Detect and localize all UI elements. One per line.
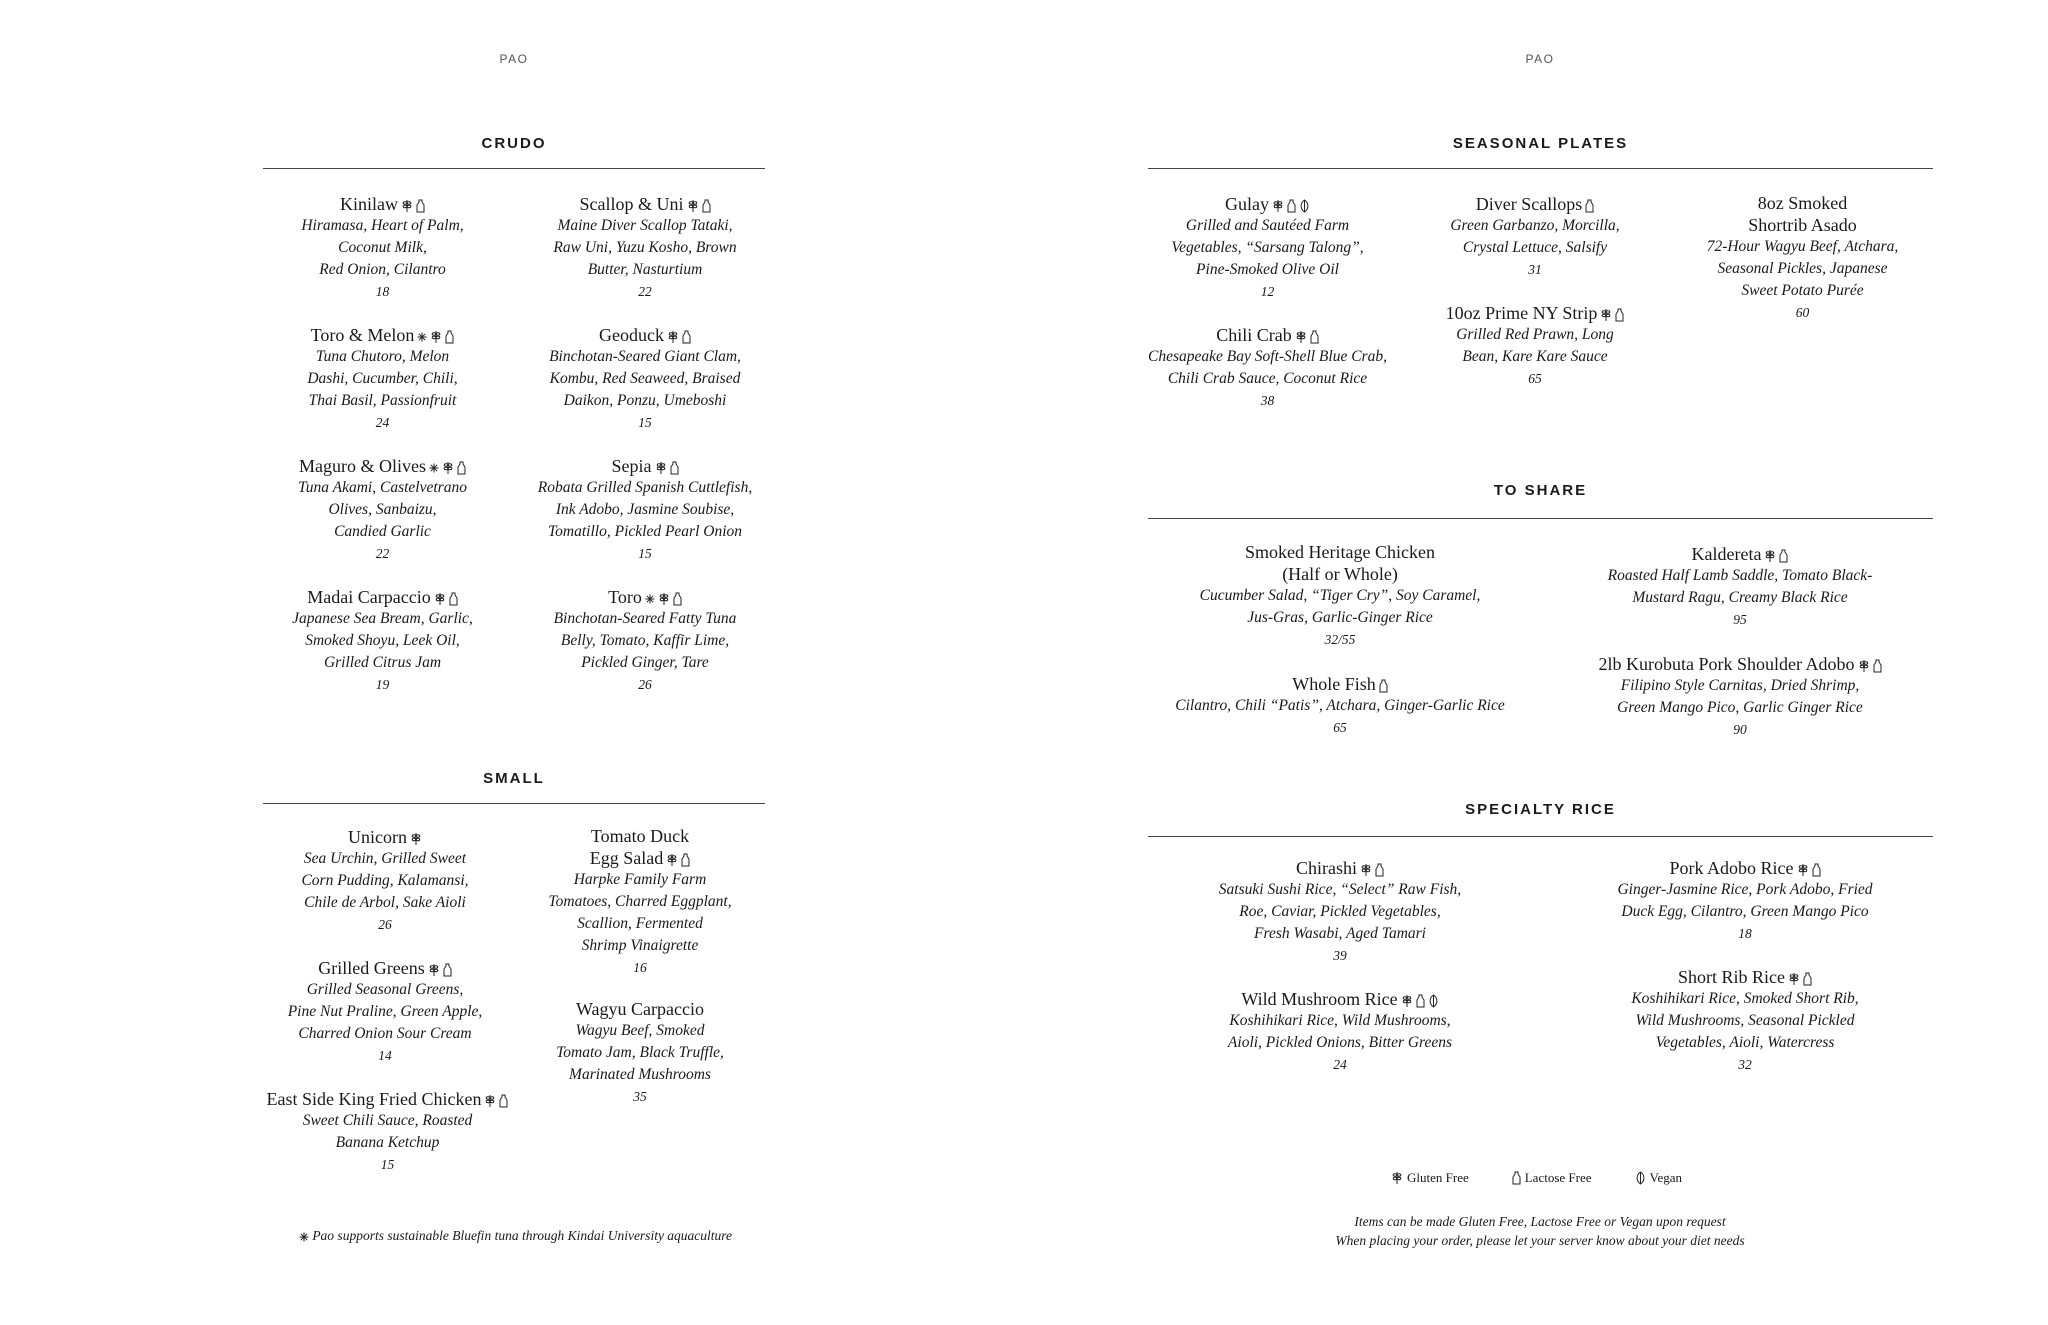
item-name	[1165, 988, 1515, 1010]
item-name	[1130, 324, 1405, 346]
gluten-free-icon	[655, 461, 667, 475]
item-name-text: Pork Adobo Rice	[1669, 858, 1794, 878]
item-name	[1555, 543, 1925, 565]
item-description: Candied Garlic	[334, 523, 431, 540]
menu-item	[270, 455, 495, 565]
item-name-text: Whole Fish	[1292, 674, 1376, 694]
item-name-text: Madai Carpaccio	[307, 587, 431, 607]
item-description: Pickled Ginger, Tare	[581, 654, 709, 671]
item-price: 14	[378, 1048, 392, 1063]
lactose-free-icon	[673, 592, 682, 606]
item-description: Pine-Smoked Olive Oil	[1196, 261, 1339, 278]
note-line: Items can be made Gluten Free, Lactose Free or Vegan upon request	[1354, 1214, 1726, 1229]
item-name	[1575, 857, 1915, 879]
item-price: 22	[375, 546, 390, 561]
item-name-text: Geoduck	[599, 325, 664, 345]
item-description: Binchotan-Seared Fatty Tuna	[553, 610, 737, 627]
item-price: 32/55	[1324, 632, 1356, 647]
lactose-free-icon	[670, 461, 679, 475]
item-description: Tomato Jam, Black Truffle,	[556, 1044, 724, 1061]
menu-item	[255, 1088, 520, 1176]
item-description: Satsuki Sushi Rice, “Select” Raw Fish,	[1218, 881, 1462, 898]
item-price: 26	[638, 677, 652, 692]
item-description: Aioli, Pickled Onions, Bitter Greens	[1227, 1034, 1453, 1051]
gluten-free-icon	[666, 853, 678, 867]
item-name-text: Chili Crab	[1216, 325, 1292, 345]
item-description: Green Garbanzo, Morcilla,	[1450, 217, 1620, 234]
gluten-free-icon	[434, 592, 446, 606]
item-description: Dashi, Cucumber, Chili,	[307, 370, 458, 387]
item-description: Grilled Seasonal Greens,	[306, 981, 464, 998]
section-rule	[1148, 836, 1933, 837]
item-description: Wild Mushrooms, Seasonal Pickled	[1635, 1012, 1855, 1029]
menu-item	[510, 586, 780, 696]
item-name	[1410, 193, 1660, 215]
lactose-free-icon	[416, 199, 425, 213]
item-description: Sea Urchin, Grilled Sweet	[303, 850, 467, 867]
menu-item	[1140, 193, 1395, 303]
item-name-text: Kaldereta	[1691, 544, 1762, 564]
item-description: Koshihikari Rice, Smoked Short Rib,	[1631, 990, 1859, 1007]
item-description: Green Mango Pico, Garlic Ginger Rice	[1617, 699, 1863, 716]
item-description: Cilantro, Chili “Patis”, Atchara, Ginger-Garlic Rice	[1175, 697, 1505, 714]
item-description: Seasonal Pickles, Japanese	[1717, 260, 1888, 277]
item-price: 16	[633, 960, 647, 975]
lactose-free-icon	[1512, 1171, 1521, 1185]
item-name	[510, 193, 780, 215]
item-description: Kombu, Red Seaweed, Braised	[549, 370, 741, 387]
item-price: 18	[375, 284, 390, 299]
gluten-free-icon	[667, 330, 679, 344]
item-description: Banana Ketchup	[335, 1134, 440, 1151]
item-description: Smoked Shoyu, Leek Oil,	[305, 632, 460, 649]
lactose-free-icon	[443, 963, 452, 977]
lactose-free-icon	[1615, 308, 1624, 322]
gluten-free-icon	[1764, 549, 1776, 563]
menu-item	[520, 825, 760, 979]
item-description: Ginger-Jasmine Rice, Pork Adobo, Fried	[1617, 881, 1873, 898]
lactose-free-icon	[1379, 679, 1388, 693]
gluten-free-icon	[1600, 308, 1612, 322]
item-name-text: Unicorn	[348, 827, 407, 847]
vegan-icon	[1635, 1171, 1646, 1185]
legend-lactose-free	[1509, 1170, 1592, 1186]
section-rule	[1148, 518, 1933, 519]
item-description: Charred Onion Sour Cream	[298, 1025, 472, 1042]
lactose-free-icon	[681, 853, 690, 867]
item-name-text: Maguro & Olives	[299, 456, 426, 476]
menu-item	[1410, 302, 1660, 390]
item-name-text: Toro & Melon	[310, 325, 415, 345]
item-description: Maine Diver Scallop Tataki,	[557, 217, 733, 234]
item-name	[1575, 966, 1915, 988]
item-description: Daikon, Ponzu, Umeboshi	[563, 392, 727, 409]
item-description: Coconut Milk,	[338, 239, 427, 256]
item-price: 19	[375, 677, 390, 692]
item-description: Binchotan-Seared Giant Clam,	[549, 348, 741, 365]
item-price: 38	[1260, 393, 1275, 408]
item-price: 35	[633, 1089, 647, 1104]
sustainable-icon	[645, 594, 655, 604]
menu-item	[270, 586, 495, 696]
item-description: Belly, Tomato, Kaffir Lime,	[560, 632, 730, 649]
item-price: 15	[638, 415, 652, 430]
vegan-icon	[1428, 994, 1439, 1008]
section-title-crudo: CRUDO	[481, 135, 547, 152]
item-description: Duck Egg, Cilantro, Green Mango Pico	[1621, 903, 1869, 920]
item-description: Chesapeake Bay Soft-Shell Blue Crab,	[1148, 348, 1387, 365]
menu-item	[510, 455, 780, 565]
lactose-free-icon	[1803, 972, 1812, 986]
item-description: Roe, Caviar, Pickled Vegetables,	[1239, 903, 1441, 920]
item-name-line2	[1670, 214, 1935, 236]
gluten-free-icon	[1858, 659, 1870, 673]
legend-label: Vegan	[1649, 1170, 1683, 1185]
legend-label: Gluten Free	[1407, 1170, 1469, 1185]
item-description: Shrimp Vinaigrette	[581, 937, 699, 954]
gluten-free-icon	[658, 592, 670, 606]
gluten-free-icon	[428, 963, 440, 977]
item-price: 26	[378, 917, 392, 932]
item-name	[270, 193, 495, 215]
item-description: Vegetables, “Sarsang Talong”,	[1171, 239, 1364, 256]
item-name	[520, 825, 760, 847]
item-price: 90	[1733, 722, 1747, 737]
lactose-free-icon	[1310, 330, 1319, 344]
item-description: Grilled Citrus Jam	[323, 654, 442, 671]
lactose-free-icon	[449, 592, 458, 606]
item-description: Chili Crab Sauce, Coconut Rice	[1167, 370, 1368, 387]
item-description: Bean, Kare Kare Sauce	[1462, 348, 1608, 365]
item-description: Corn Pudding, Kalamansi,	[301, 872, 469, 889]
item-name	[510, 586, 780, 608]
item-name-text: Shortrib Asado	[1748, 215, 1857, 235]
menu-item	[1555, 543, 1925, 631]
menu-item	[270, 957, 500, 1067]
lactose-free-icon	[457, 461, 466, 475]
item-price: 15	[380, 1157, 395, 1172]
item-name-text: Kinilaw	[340, 194, 398, 214]
menu-item	[1410, 193, 1660, 281]
item-description: Raw Uni, Yuzu Kosho, Brown	[553, 239, 737, 256]
item-name-line2	[520, 847, 760, 869]
item-name	[270, 826, 500, 848]
gluten-free-icon	[1360, 863, 1372, 877]
menu-item	[1575, 857, 1915, 945]
item-description: Crystal Lettuce, Salsify	[1462, 239, 1608, 256]
gluten-free-icon	[442, 461, 454, 475]
item-price: 65	[1528, 371, 1542, 386]
item-name-text: Scallop & Uni	[579, 194, 684, 214]
item-price: 65	[1333, 720, 1347, 735]
item-name-text: Tomato Duck	[590, 826, 690, 846]
footnote-text: Pao supports sustainable Bluefin tuna through Kindai University aquaculture	[312, 1228, 733, 1243]
item-name	[270, 957, 500, 979]
sustainable-icon	[429, 463, 439, 473]
item-price: 22	[638, 284, 652, 299]
sustainable-icon	[299, 1232, 309, 1242]
item-name-text: Grilled Greens	[318, 958, 425, 978]
section-title-seasonal: SEASONAL PLATES	[1452, 135, 1629, 152]
gluten-free-icon	[1295, 330, 1307, 344]
lactose-free-icon	[1779, 549, 1788, 563]
menu-item	[270, 193, 495, 303]
gluten-free-icon	[687, 199, 699, 213]
item-description: Hiramasa, Heart of Palm,	[301, 217, 464, 234]
item-description: Fresh Wasabi, Aged Tamari	[1254, 925, 1426, 942]
lactose-free-icon	[445, 330, 454, 344]
item-name-text: 10oz Prime NY Strip	[1445, 303, 1598, 323]
item-name	[1150, 673, 1530, 695]
item-name-text: Smoked Heritage Chicken	[1245, 542, 1435, 562]
item-name	[510, 455, 780, 477]
lactose-free-icon	[1812, 863, 1821, 877]
item-description: Roasted Half Lamb Saddle, Tomato Black-	[1607, 567, 1873, 584]
lactose-free-icon	[1873, 659, 1882, 673]
lactose-free-icon	[1416, 994, 1425, 1008]
item-name-text: 2lb Kurobuta Pork Shoulder Adobo	[1598, 654, 1855, 674]
item-price: 31	[1528, 262, 1542, 277]
menu-item	[520, 998, 760, 1108]
menu-item	[510, 193, 780, 303]
gluten-free-icon	[1272, 199, 1284, 213]
item-name-text: Wagyu Carpaccio	[576, 999, 704, 1019]
item-price: 24	[1333, 1057, 1347, 1072]
item-name-line2	[1150, 563, 1530, 585]
item-price: 32	[1738, 1057, 1752, 1072]
section-title-small: SMALL	[483, 770, 545, 787]
item-name	[270, 455, 495, 477]
section-rule	[263, 168, 765, 169]
sustainable-icon	[417, 332, 427, 342]
item-name	[520, 998, 760, 1020]
item-price: 60	[1795, 305, 1810, 320]
item-name	[1140, 193, 1395, 215]
section-title-rice: SPECIALTY RICE	[1465, 801, 1616, 818]
item-name	[1555, 653, 1925, 675]
menu-item	[1150, 541, 1530, 651]
item-name	[270, 586, 495, 608]
item-name-text: Diver Scallops	[1475, 194, 1583, 214]
menu-item	[1165, 857, 1515, 967]
item-price: 95	[1733, 612, 1747, 627]
menu-item	[1165, 988, 1515, 1076]
item-description: Sweet Potato Purée	[1741, 282, 1864, 299]
item-description: Grilled Red Prawn, Long	[1456, 326, 1614, 343]
item-description: Sweet Chili Sauce, Roasted	[302, 1112, 473, 1129]
menu-item	[1555, 653, 1925, 741]
item-description: Cucumber Salad, “Tiger Cry”, Soy Caramel,	[1199, 587, 1481, 604]
item-description: Thai Basil, Passionfruit	[308, 392, 457, 409]
item-name-text: Wild Mushroom Rice	[1241, 989, 1398, 1009]
item-description: Koshihikari Rice, Wild Mushrooms,	[1229, 1012, 1451, 1029]
section-rule	[263, 803, 765, 804]
item-description: Marinated Mushrooms	[569, 1066, 711, 1083]
item-description: Vegetables, Aioli, Watercress	[1655, 1034, 1835, 1051]
section-rule	[1148, 168, 1933, 169]
item-name-text: East Side King Fried Chicken	[266, 1089, 482, 1109]
item-description: Ink Adobo, Jasmine Soubise,	[555, 501, 735, 518]
note-line: When placing your order, please let your server know about your diet needs	[1335, 1233, 1745, 1248]
item-description: Tomatoes, Charred Eggplant,	[548, 893, 732, 910]
menu-item	[1670, 192, 1935, 324]
item-name-text: (Half or Whole)	[1282, 564, 1398, 584]
menu-item	[1130, 324, 1405, 412]
diet-request-note	[1250, 1212, 1830, 1250]
item-name	[255, 1088, 520, 1110]
gluten-free-icon	[484, 1094, 496, 1108]
item-description: Jus-Gras, Garlic-Ginger Rice	[1247, 609, 1433, 626]
lactose-free-icon	[1287, 199, 1296, 213]
item-description: Olives, Sanbaizu,	[328, 501, 437, 518]
gluten-free-icon	[430, 330, 442, 344]
item-price: 12	[1260, 284, 1275, 299]
vegan-icon	[1299, 199, 1310, 213]
gluten-free-icon	[1788, 972, 1800, 986]
item-name-text: Gulay	[1225, 194, 1269, 214]
item-description: Harpke Family Farm	[573, 871, 707, 888]
lactose-free-icon	[702, 199, 711, 213]
item-description: Butter, Nasturtium	[587, 261, 703, 278]
item-name	[1150, 541, 1530, 563]
item-name-text: Short Rib Rice	[1678, 967, 1785, 987]
item-description: Japanese Sea Bream, Garlic,	[292, 610, 473, 627]
legend-gluten-free	[1388, 1170, 1469, 1186]
item-description: Red Onion, Cilantro	[319, 261, 446, 278]
lactose-free-icon	[682, 330, 691, 344]
menu-item	[510, 324, 780, 434]
item-description: Chile de Arbol, Sake Aioli	[304, 894, 466, 911]
lactose-free-icon	[1585, 199, 1594, 213]
item-name	[1165, 857, 1515, 879]
item-price: 39	[1333, 948, 1347, 963]
item-description: Tuna Akami, Castelvetrano	[298, 479, 467, 496]
item-name	[1410, 302, 1660, 324]
page-label-left: PAO	[499, 52, 529, 66]
gluten-free-icon	[401, 199, 413, 213]
tuna-footnote	[262, 1228, 766, 1244]
gluten-free-icon	[1797, 863, 1809, 877]
item-name	[270, 324, 495, 346]
item-description: 72-Hour Wagyu Beef, Atchara,	[1706, 238, 1899, 255]
item-description: Scallion, Fermented	[577, 915, 703, 932]
gluten-free-icon	[1401, 994, 1413, 1008]
legend-vegan	[1632, 1170, 1683, 1186]
item-description: Tomatillo, Pickled Pearl Onion	[547, 523, 743, 540]
gluten-free-icon	[410, 832, 422, 846]
item-price: 24	[375, 415, 390, 430]
menu-item	[1575, 966, 1915, 1076]
page-label-right: PAO	[1525, 52, 1555, 66]
dietary-legend	[1388, 1170, 1682, 1186]
menu-item	[270, 324, 495, 434]
item-name-text: Chirashi	[1296, 858, 1357, 878]
item-description: Mustard Ragu, Creamy Black Rice	[1632, 589, 1848, 606]
menu-item	[1150, 673, 1530, 739]
item-description: Pine Nut Praline, Green Apple,	[287, 1003, 483, 1020]
item-price: 18	[1738, 926, 1752, 941]
item-description: Filipino Style Carnitas, Dried Shrimp,	[1620, 677, 1860, 694]
item-name-text: 8oz Smoked	[1757, 193, 1848, 213]
item-name-text: Egg Salad	[589, 848, 664, 868]
item-name	[1670, 192, 1935, 214]
gluten-free-icon	[1391, 1171, 1403, 1185]
item-price: 15	[638, 546, 652, 561]
lactose-free-icon	[1375, 863, 1384, 877]
item-description: Robata Grilled Spanish Cuttlefish,	[537, 479, 753, 496]
item-description: Grilled and Sautéed Farm	[1185, 217, 1350, 234]
item-description: Tuna Chutoro, Melon	[315, 348, 450, 365]
menu-item	[270, 826, 500, 936]
item-description: Wagyu Beef, Smoked	[575, 1022, 705, 1039]
section-title-share: TO SHARE	[1493, 482, 1588, 499]
lactose-free-icon	[499, 1094, 508, 1108]
item-name-text: Sepia	[611, 456, 652, 476]
item-name	[510, 324, 780, 346]
legend-label: Lactose Free	[1524, 1170, 1592, 1185]
item-name-text: Toro	[608, 587, 642, 607]
